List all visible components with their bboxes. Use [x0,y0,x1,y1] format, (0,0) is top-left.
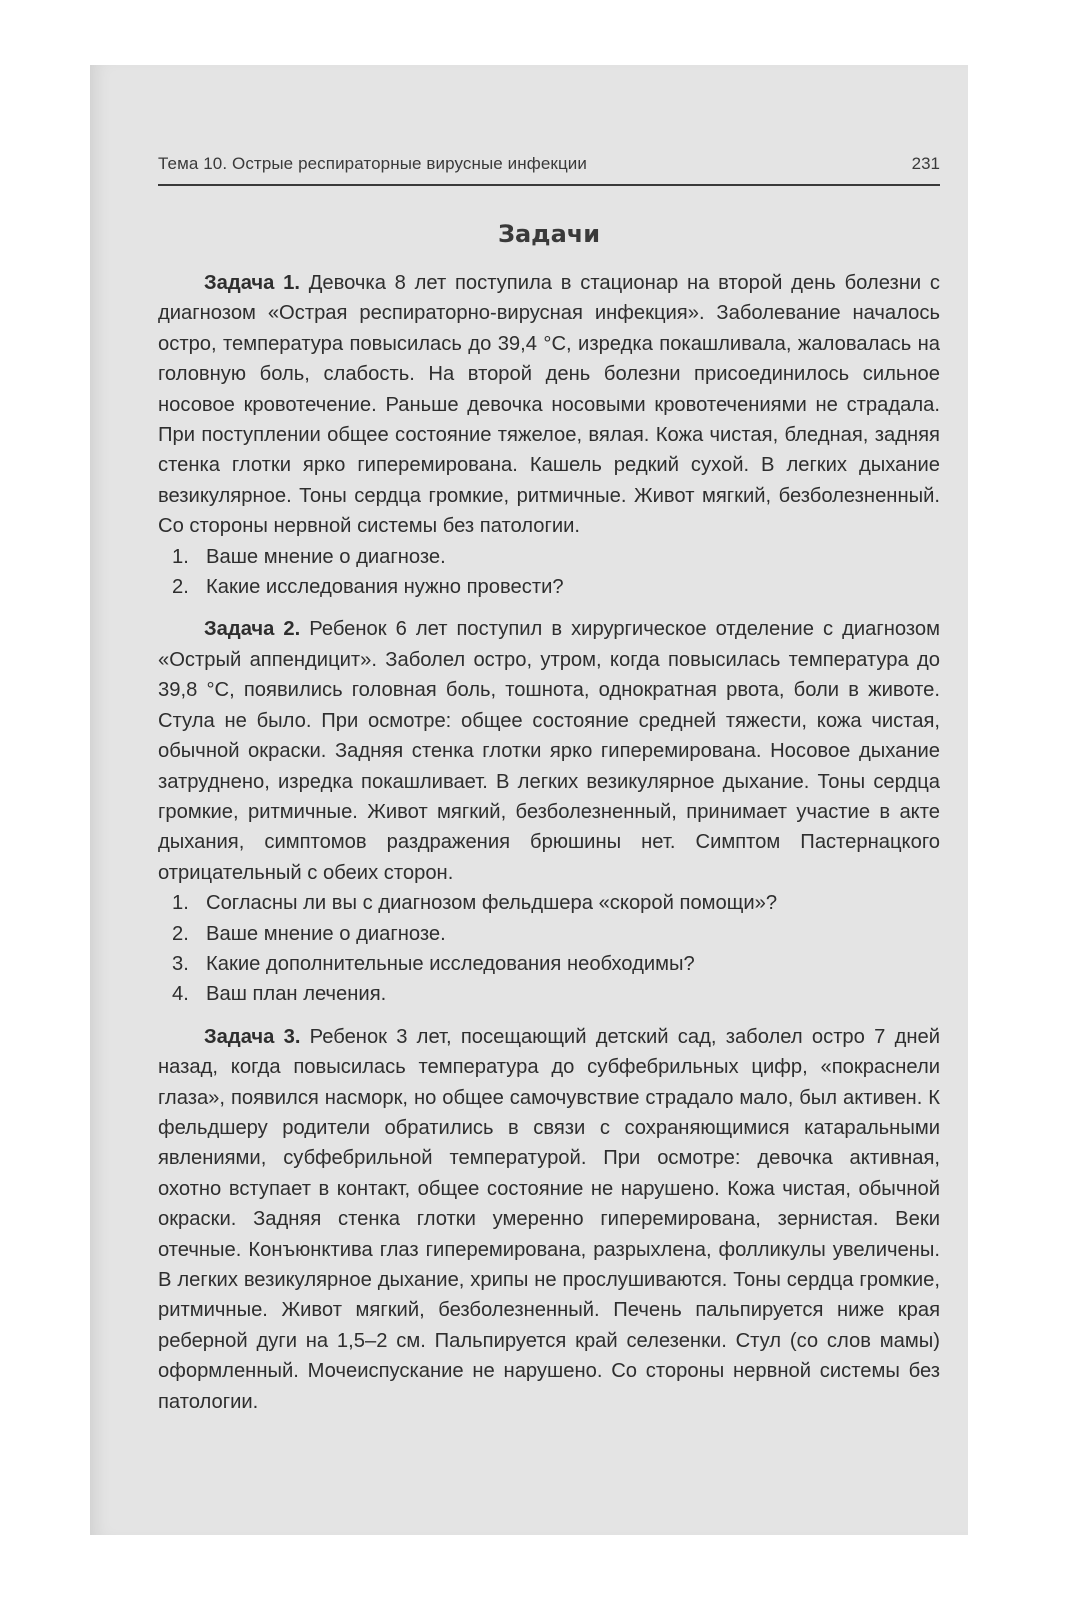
page-number: 231 [911,154,940,173]
question-number: 1. [172,892,189,915]
question-text: Согласны ли вы с диагнозом фельдшера «скорой помощи»? [206,892,778,915]
question-item [158,949,940,979]
question-number: 2. [172,922,189,945]
question-number: 4. [172,983,189,1006]
running-header [158,150,940,186]
question-number: 1. [172,545,189,568]
question-item [158,542,940,572]
question-item [158,979,940,1009]
question-text: Какие исследования нужно провести? [206,576,564,599]
task-text: Ребенок 3 лет, посещающий детский сад, заболел остро 7 дней назад, когда повысилась температура до субфебрильных цифр, «покраснели глаза», появился насморк, но общее самочувствие страдало мало, был активен. К фельдшеру родители обратились в связи с сохраняющимися катаральными явлениями, субфебрильной температурой. При осмотре: девочка активная, охотно вступает в контакт, общее состояние не нарушено. Кожа чистая, обычной окраски. Задняя стенка глотки умеренно гиперемирована, зернистая. Веки отечные. Конъюнктива глаз гиперемирована, разрыхлена, фолликулы увеличены. В легких везикулярное дыхание, хрипы не прослушиваются. Тоны сердца громкие, ритмичные. Живот мягкий, безболезненный. Печень пальпируется ниже края реберной дуги на 1,5–2 см. Пальпируется край селезенки. Стул (со слов мамы) оформленный. Мочеиспускание не нарушено. Со стороны нервной системы без патологии. [158,1025,940,1413]
question-list [158,888,940,1010]
question-text: Ваше мнение о диагнозе. [206,545,446,568]
question-list [158,542,940,603]
task-2 [158,614,940,1009]
section-title: Задачи [497,220,601,248]
tasks-content [158,268,940,1417]
question-item [158,572,940,602]
question-item [158,919,940,949]
task-paragraph [158,614,940,888]
task-label: Задача 3. [204,1025,301,1048]
question-number: 3. [172,952,189,975]
task-label: Задача 1. [204,272,300,294]
question-text: Какие дополнительные исследования необходимы? [206,952,695,975]
task-paragraph [158,268,940,542]
question-number: 2. [172,576,189,599]
task-3 [158,1022,940,1417]
question-item [158,888,940,918]
task-1 [158,268,940,602]
task-text: Ребенок 6 лет поступил в хирургическое отделение с диагнозом «Острый аппендицит». Заболел остро, утром, когда повысилась температура до 39,8 °С, появились головная боль, тошнота, однократная рвота, боли в животе. Стула не было. При осмотре: общее состояние средней тяжести, кожа чистая, обычной окраски. Задняя стенка глотки ярко гиперемирована. Носовое дыхание затруднено, изредка покашливает. В легких везикулярное дыхание. Тоны сердца громкие, ритмичные. Живот мягкий, безболезненный, принимает участие в акте дыхания, симптомов раздражения брюшины нет. Симптом Пастернацкого отрицательный с обеих сторон. [158,618,940,884]
task-text: Девочка 8 лет поступила в стационар на второй день болезни с диагнозом «Острая респираторно-вирусная инфекция». Заболевание началось остро, температура повысилась до 39,4 °С, изредка покашливала, жаловалась на головную боль, слабость. На второй день болезни присоединилось сильное носовое кровотечение. Раньше девочка носовыми кровотечениями не страдала. При поступлении общее состояние тяжелое, вялая. Кожа чистая, бледная, задняя стенка глотки ярко гиперемирована. Кашель редкий сухой. В легких дыхание везикулярное. Тоны сердца громкие, ритмичные. Живот мягкий, безболезненный. Со стороны нервной системы без патологии. [158,272,941,538]
task-paragraph [158,1022,940,1417]
question-text: Ваше мнение о диагнозе. [206,922,446,945]
question-text: Ваш план лечения. [206,983,387,1006]
task-label: Задача 2. [204,618,301,641]
running-title: Тема 10. Острые респираторные вирусные инфекции [158,154,587,173]
